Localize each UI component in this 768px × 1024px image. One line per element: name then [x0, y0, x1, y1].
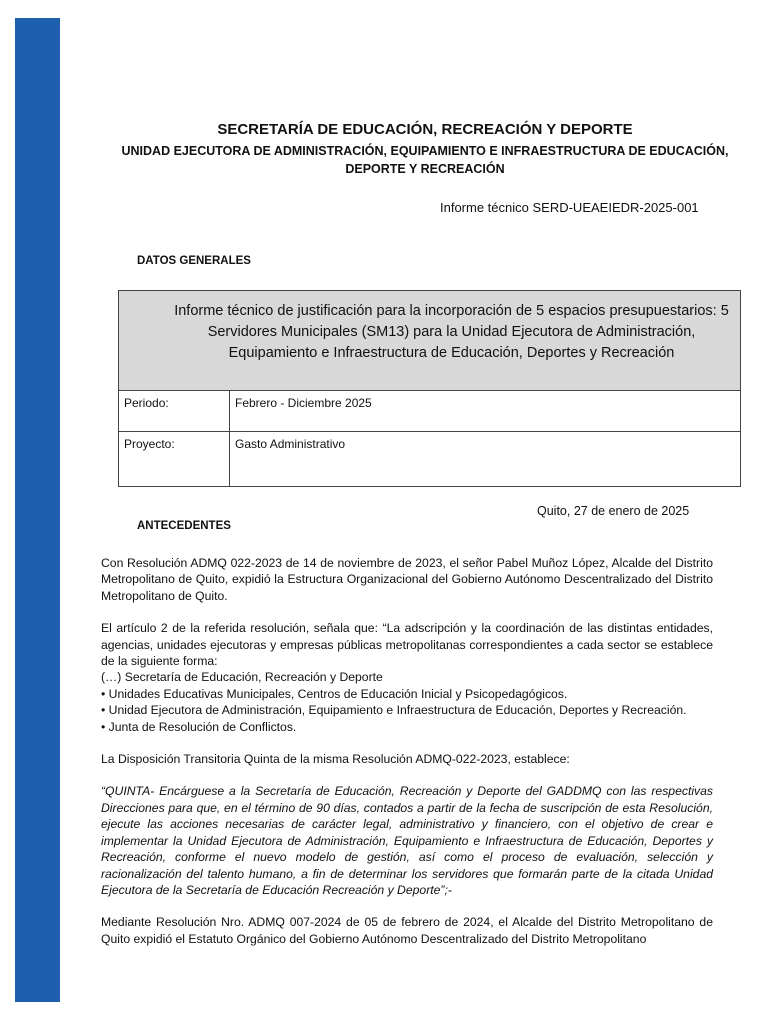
- page-subtitle: UNIDAD EJECUTORA DE ADMINISTRACIÓN, EQUIPAMIENTO E INFRAESTRUCTURA DE EDUCACIÓN, DEPORTE Y RECREACIÓN: [121, 144, 729, 176]
- quote-paragraph: “QUINTA- Encárguese a la Secretaría de Educación, Recreación y Deporte del GADDMQ con las respectivas Direcciones para que, en el término de 90 días, contados a partir de la fecha de suscripción de esta Resolución, ejecute las acciones necesarias de carácter legal, administrativo y financiero, con el objetivo de crear e implementar la Unidad Ejecutora de Administración, Equipamiento e Infraestructura de Educación, Deportes y Recreación, conforme el nuevo modelo de gestión, así como el proceso de evaluación, selección y racionalización del talento humano, a fin de determinar los servidores que formarán parte de la citada Unidad Ejecutora de la Secretaría de Educación Recreación y Deporte”;-: [101, 784, 713, 897]
- list-item: • Unidades Educativas Municipales, Centros de Educación Inicial y Psicopedagógicos.: [101, 686, 568, 701]
- project-label: Proyecto:: [119, 432, 230, 486]
- table-title: Informe técnico de justificación para la incorporación de 5 espacios presupuestarios: 5 Servidores Municipales (SM13) para la Unidad Ejecutora de Administración, Equipamiento e Infraestructura de Educación, Deportes y Recreación: [119, 291, 740, 391]
- period-value: Febrero - Diciembre 2025: [235, 396, 372, 410]
- project-value: Gasto Administrativo: [235, 437, 346, 451]
- page-title: SECRETARÍA DE EDUCACIÓN, RECREACIÓN Y DEPORTE: [217, 121, 633, 138]
- section-antecedentes: ANTECEDENTES: [137, 520, 231, 532]
- list-item: (…) Secretaría de Educación, Recreación y Deporte: [101, 670, 383, 685]
- section-datos-generales: DATOS GENERALES: [137, 255, 251, 267]
- paragraph-with-list: [101, 620, 713, 735]
- table-row: [119, 391, 740, 432]
- body-text: [101, 555, 713, 963]
- blue-sidebar: [15, 18, 60, 1002]
- period-label: Periodo:: [119, 391, 230, 431]
- table-row: [119, 432, 740, 486]
- document-date: Quito, 27 de enero de 2025: [537, 504, 690, 518]
- paragraph: La Disposición Transitoria Quinta de la misma Resolución ADMQ-022-2023, establece:: [101, 752, 570, 767]
- paragraph: El artículo 2 de la referida resolución, señala que: “La adscripción y la coordinación de las distintas entidades, agencias, unidades ejecutoras y empresas públicas metropolitanas correspondientes a cada sector se establece de la siguiente forma:: [101, 621, 713, 669]
- paragraph: Mediante Resolución Nro. ADMQ 007-2024 de 05 de febrero de 2024, el Alcalde del Distrito Metropolitano de Quito expidió el Estatuto Orgánico del Gobierno Autónomo Descentralizado del Distrito Metropolitano: [101, 915, 713, 946]
- report-number: Informe técnico SERD-UEAEIEDR-2025-001: [440, 200, 699, 215]
- paragraph: Con Resolución ADMQ 022-2023 de 14 de noviembre de 2023, el señor Pabel Muñoz López, Alcalde del Distrito Metropolitano de Quito, expidió la Estructura Organizacional del Gobierno Autónomo Descentralizado del Distrito Metropolitano de Quito.: [101, 556, 713, 603]
- general-data-table: [118, 290, 741, 487]
- list-item: • Unidad Ejecutora de Administración, Equipamiento e Infraestructura de Educación, Deportes y Recreación.: [101, 703, 687, 718]
- list-item: • Junta de Resolución de Conflictos.: [101, 719, 297, 734]
